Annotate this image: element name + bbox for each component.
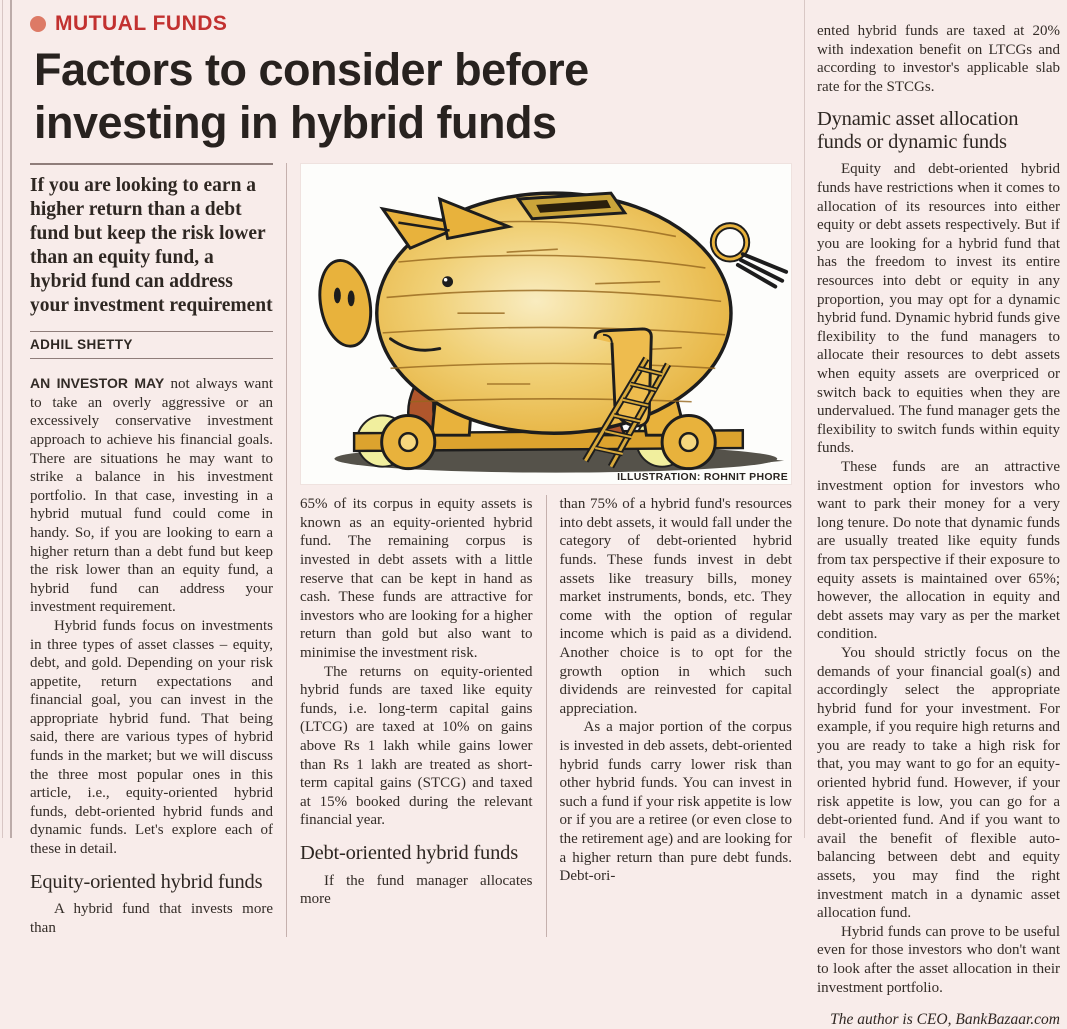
body-paragraph: 65% of its corpus in equity assets is known as an equity-oriented hybrid fund. The remaining corpus is invested in debt assets with a little reserve that can be kept in hand as cash. These funds are attractive for investors who are looking for a higher return than gold but also want to minimise the investment risk.: [300, 496, 533, 662]
article-main-section: [30, 0, 792, 936]
column-3: [560, 495, 793, 937]
body-paragraph: A hybrid fund that invests more than: [30, 901, 273, 936]
body-paragraph: The returns on equity-oriented hybrid funds are taxed like equity funds, i.e. long-term capital gains (LTCG) are taxed at 10% on gains above Rs 1 lakh while gains lower than Rs 1 lakh are treated as short-term capital gains (STCG) and taxed at 15% booked during the relevant financial year.: [300, 663, 533, 829]
subhead-debt-oriented: Debt-oriented hybrid funds: [300, 841, 518, 864]
standfirst-box: [30, 163, 273, 318]
section-kicker: [30, 12, 792, 36]
page-edge-line-outer: [2, 0, 3, 838]
standfirst-text: If you are looking to earn a higher return than a debt fund but keep the risk lower than an equity fund, a hybrid fund can address your investment requirement: [30, 175, 273, 317]
body-paragraph: Equity and debt-oriented hybrid funds have restrictions when it comes to allocation of its resources into either equity or debt assets respectively. But if you are looking for a hybrid fund that has the freedom to invest its entire resources into debt or equity in any proportion, you may opt for a dynamic hybrid fund. Dynamic hybrid funds give flexibility to the fund managers to allocate their resources to debt assets when equity assets are overpriced or switch back to equities when they are undervalued. The fund manager gets the flexibility to switch funds within equity funds.: [817, 161, 1060, 457]
piggy-bank-illustration: [300, 163, 792, 485]
column-4: [817, 0, 1060, 1029]
kicker-label: MUTUAL FUNDS: [55, 12, 228, 35]
lead-in-text: AN INVESTOR MAY: [30, 375, 165, 392]
kicker-dot-icon: [30, 16, 46, 32]
body-paragraph: Hybrid funds can prove to be useful even for those investors who don't want to look after the asset allocation in their investment portfolio.: [817, 923, 1060, 996]
body-paragraph: Hybrid funds focus on investments in three types of asset classes – equity, debt, and gold. Depending on your risk appetite, return expectations and financial goal, you can invest in the appropriate hybrid fund. That being said, there are various types of hybrid funds in the market; but we will discuss the three most popular ones in this article, i.e., equity-oriented hybrid funds, debt-oriented hybrid funds and dynamic funds. Let's explore each of these in detail.: [30, 617, 273, 858]
body-paragraph: than 75% of a hybrid fund's resources into debt assets, it would fall under the category of debt-oriented hybrid funds. These funds invest in debt assets like treasury bills, money market instruments, bonds, etc. They come with the option of regular income which is paid as a dividend. Another choice is to opt for the growth option in which such dividends are reinvested for capital appreciation.: [559, 496, 792, 717]
body-paragraph: As a major portion of the corpus is invested in deb assets, debt-oriented hybrid funds carry lower risk than other hybrid funds. You can invest in such a fund if your risk appetite is low or if you are a retiree (or even close to the retirement age) and are looking for a higher return than pure debt funds. Debt-ori-: [559, 719, 792, 885]
subhead-equity-oriented: Equity-oriented hybrid funds: [30, 870, 263, 893]
column-divider: [804, 0, 805, 838]
subhead-dynamic-funds: Dynamic asset allocation funds or dynamic funds: [817, 108, 1019, 153]
piggy-bank-drawing: [300, 163, 792, 485]
byline: ADHIL SHETTY: [30, 331, 273, 359]
column-divider: [546, 495, 547, 937]
body-paragraph: These funds are an attractive investment option for investors who want to park their money for a very long tenure. Do note that dynamic funds are usually treated like equity funds from tax perspective if their exposure to equity assets is maintained over 65%; however, the allocation in equity and debt assets may vary as per the market condition.: [817, 458, 1060, 643]
article-columns: [30, 163, 792, 937]
newspaper-article: [30, 0, 1060, 1029]
middle-text-columns: [300, 495, 792, 937]
body-paragraph: You should strictly focus on the demands of your financial goal(s) and accordingly select the appropriate hybrid fund for your investment. For example, if you require high returns and you are ready to take a high risk for that, you may want to go for an equity-oriented hybrid fund. However, if your risk appetite is low, you can go for a debt-oriented fund. And if you want to avail the benefit of flexible auto-balancing between debt and equity assets, you may find the right investment match in a dynamic asset allocation fund.: [817, 644, 1060, 922]
page-edge-line: [10, 0, 12, 838]
article-headline: Factors to consider before investing in hybrid funds: [34, 44, 589, 148]
body-paragraph: [30, 375, 273, 617]
column-1: [30, 163, 273, 937]
author-credit: The author is CEO, BankBazaar.com: [830, 1011, 1060, 1029]
illustration-credit: ILLUSTRATION: ROHNIT PHORE: [617, 471, 788, 484]
body-paragraph: ented hybrid funds are taxed at 20% with indexation benefit on LTCGs and according to investor's applicable slab rate for the STCGs.: [817, 23, 1060, 95]
paragraph-text: not always want to take an overly aggressive or an excessively conservative investment approach to achieve his financial goals. There are situations he may want to strike a balance in his investment portfolio. In that case, investing in a hybrid mutual fund could come in handy. So, if you are looking to earn a higher return than a debt fund but keep the risk lower than an equity fund, a hybrid fund can address your investment requirement.: [30, 376, 274, 616]
column-2: [300, 495, 533, 937]
column-divider: [286, 163, 287, 937]
middle-section: [300, 163, 792, 937]
body-paragraph: If the fund manager allocates more: [300, 872, 533, 908]
